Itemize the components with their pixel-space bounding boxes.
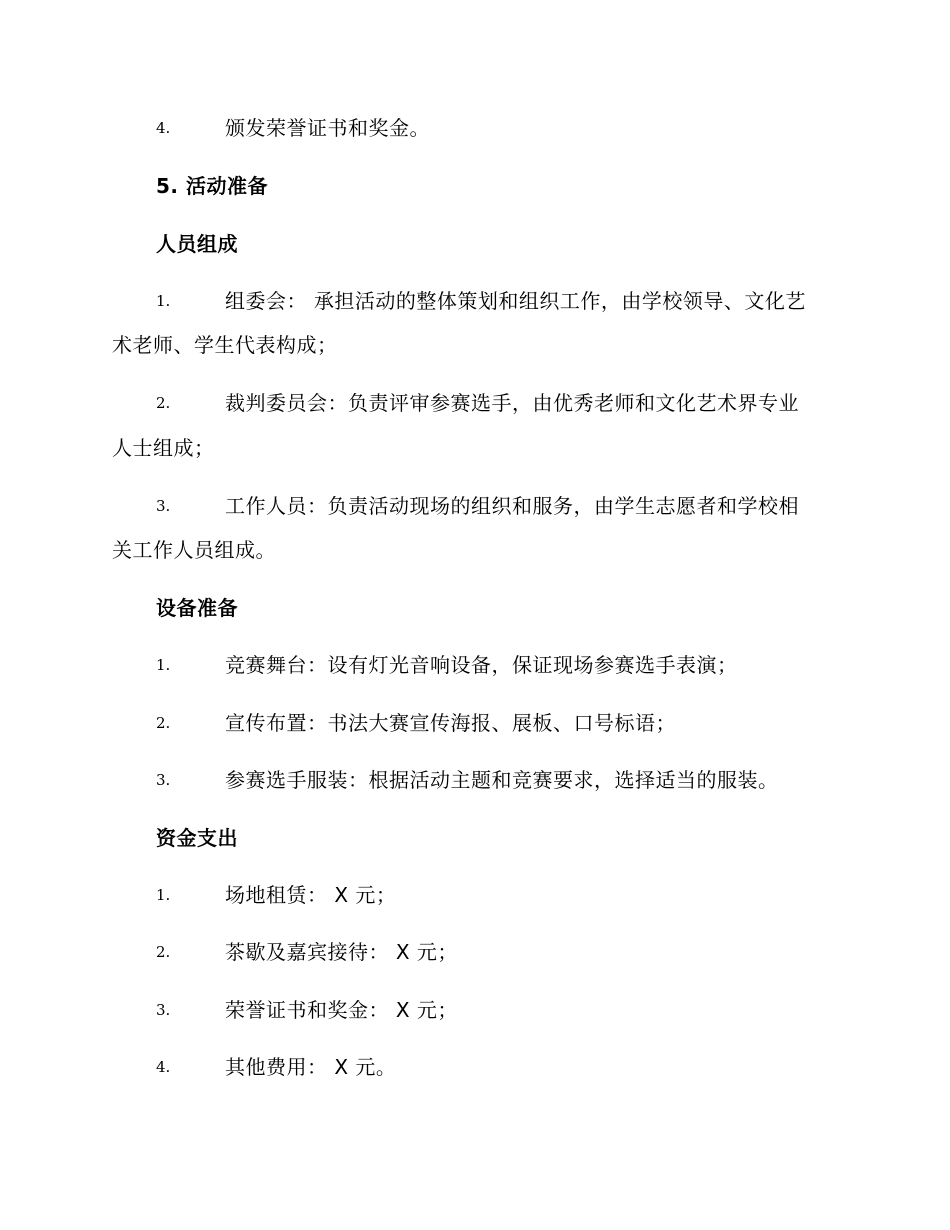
list-text-continuation: 术老师、学生代表构成； — [112, 333, 338, 357]
list-number: 1. — [156, 656, 171, 674]
funding-heading: 资金支出 — [156, 826, 238, 850]
list-text: 工作人员：负责活动现场的组织和服务，由学生志愿者和学校相 — [225, 494, 799, 518]
list-item — [156, 645, 738, 685]
list-text-continuation: 关工作人员组成。 — [112, 538, 276, 562]
list-item — [156, 1047, 396, 1087]
list-text: 竞赛舞台：设有灯光音响设备，保证现场参赛选手表演； — [225, 653, 738, 677]
list-text: 裁判委员会：负责评审参赛选手，由优秀老师和文化艺术界专业 — [225, 391, 799, 415]
list-item — [156, 760, 779, 800]
list-text: 场地租赁： X 元； — [225, 883, 397, 907]
list-text: 其他费用： X 元。 — [225, 1055, 397, 1079]
list-item — [156, 990, 458, 1030]
list-number: 2. — [156, 943, 171, 961]
list-text: 荣誉证书和奖金： X 元； — [225, 998, 458, 1022]
list-item — [156, 383, 799, 423]
list-text: 颁发荣誉证书和奖金。 — [225, 116, 430, 140]
list-number: 1. — [156, 886, 171, 904]
list-item — [156, 932, 458, 972]
list-item — [156, 108, 430, 148]
list-number: 3. — [156, 1001, 171, 1019]
list-number: 3. — [156, 497, 171, 515]
personnel-heading: 人员组成 — [156, 232, 238, 256]
list-number: 4. — [156, 119, 171, 137]
list-number: 2. — [156, 714, 171, 732]
list-item — [156, 486, 799, 526]
equipment-heading: 设备准备 — [156, 596, 238, 620]
section-title: 5. 活动准备 — [156, 174, 268, 198]
list-text: 茶歇及嘉宾接待： X 元； — [225, 940, 458, 964]
list-number: 2. — [156, 394, 171, 412]
list-text-continuation: 人士组成； — [112, 436, 215, 460]
list-item — [156, 281, 806, 321]
list-text: 参赛选手服装：根据活动主题和竞赛要求，选择适当的服装。 — [225, 768, 779, 792]
list-text: 宣传布置：书法大赛宣传海报、展板、口号标语； — [225, 711, 676, 735]
list-number: 1. — [156, 292, 171, 310]
list-item — [156, 703, 676, 743]
list-number: 4. — [156, 1058, 171, 1076]
list-item — [156, 875, 396, 915]
list-number: 3. — [156, 771, 171, 789]
list-text: 组委会： 承担活动的整体策划和组织工作，由学校领导、文化艺 — [225, 289, 806, 313]
